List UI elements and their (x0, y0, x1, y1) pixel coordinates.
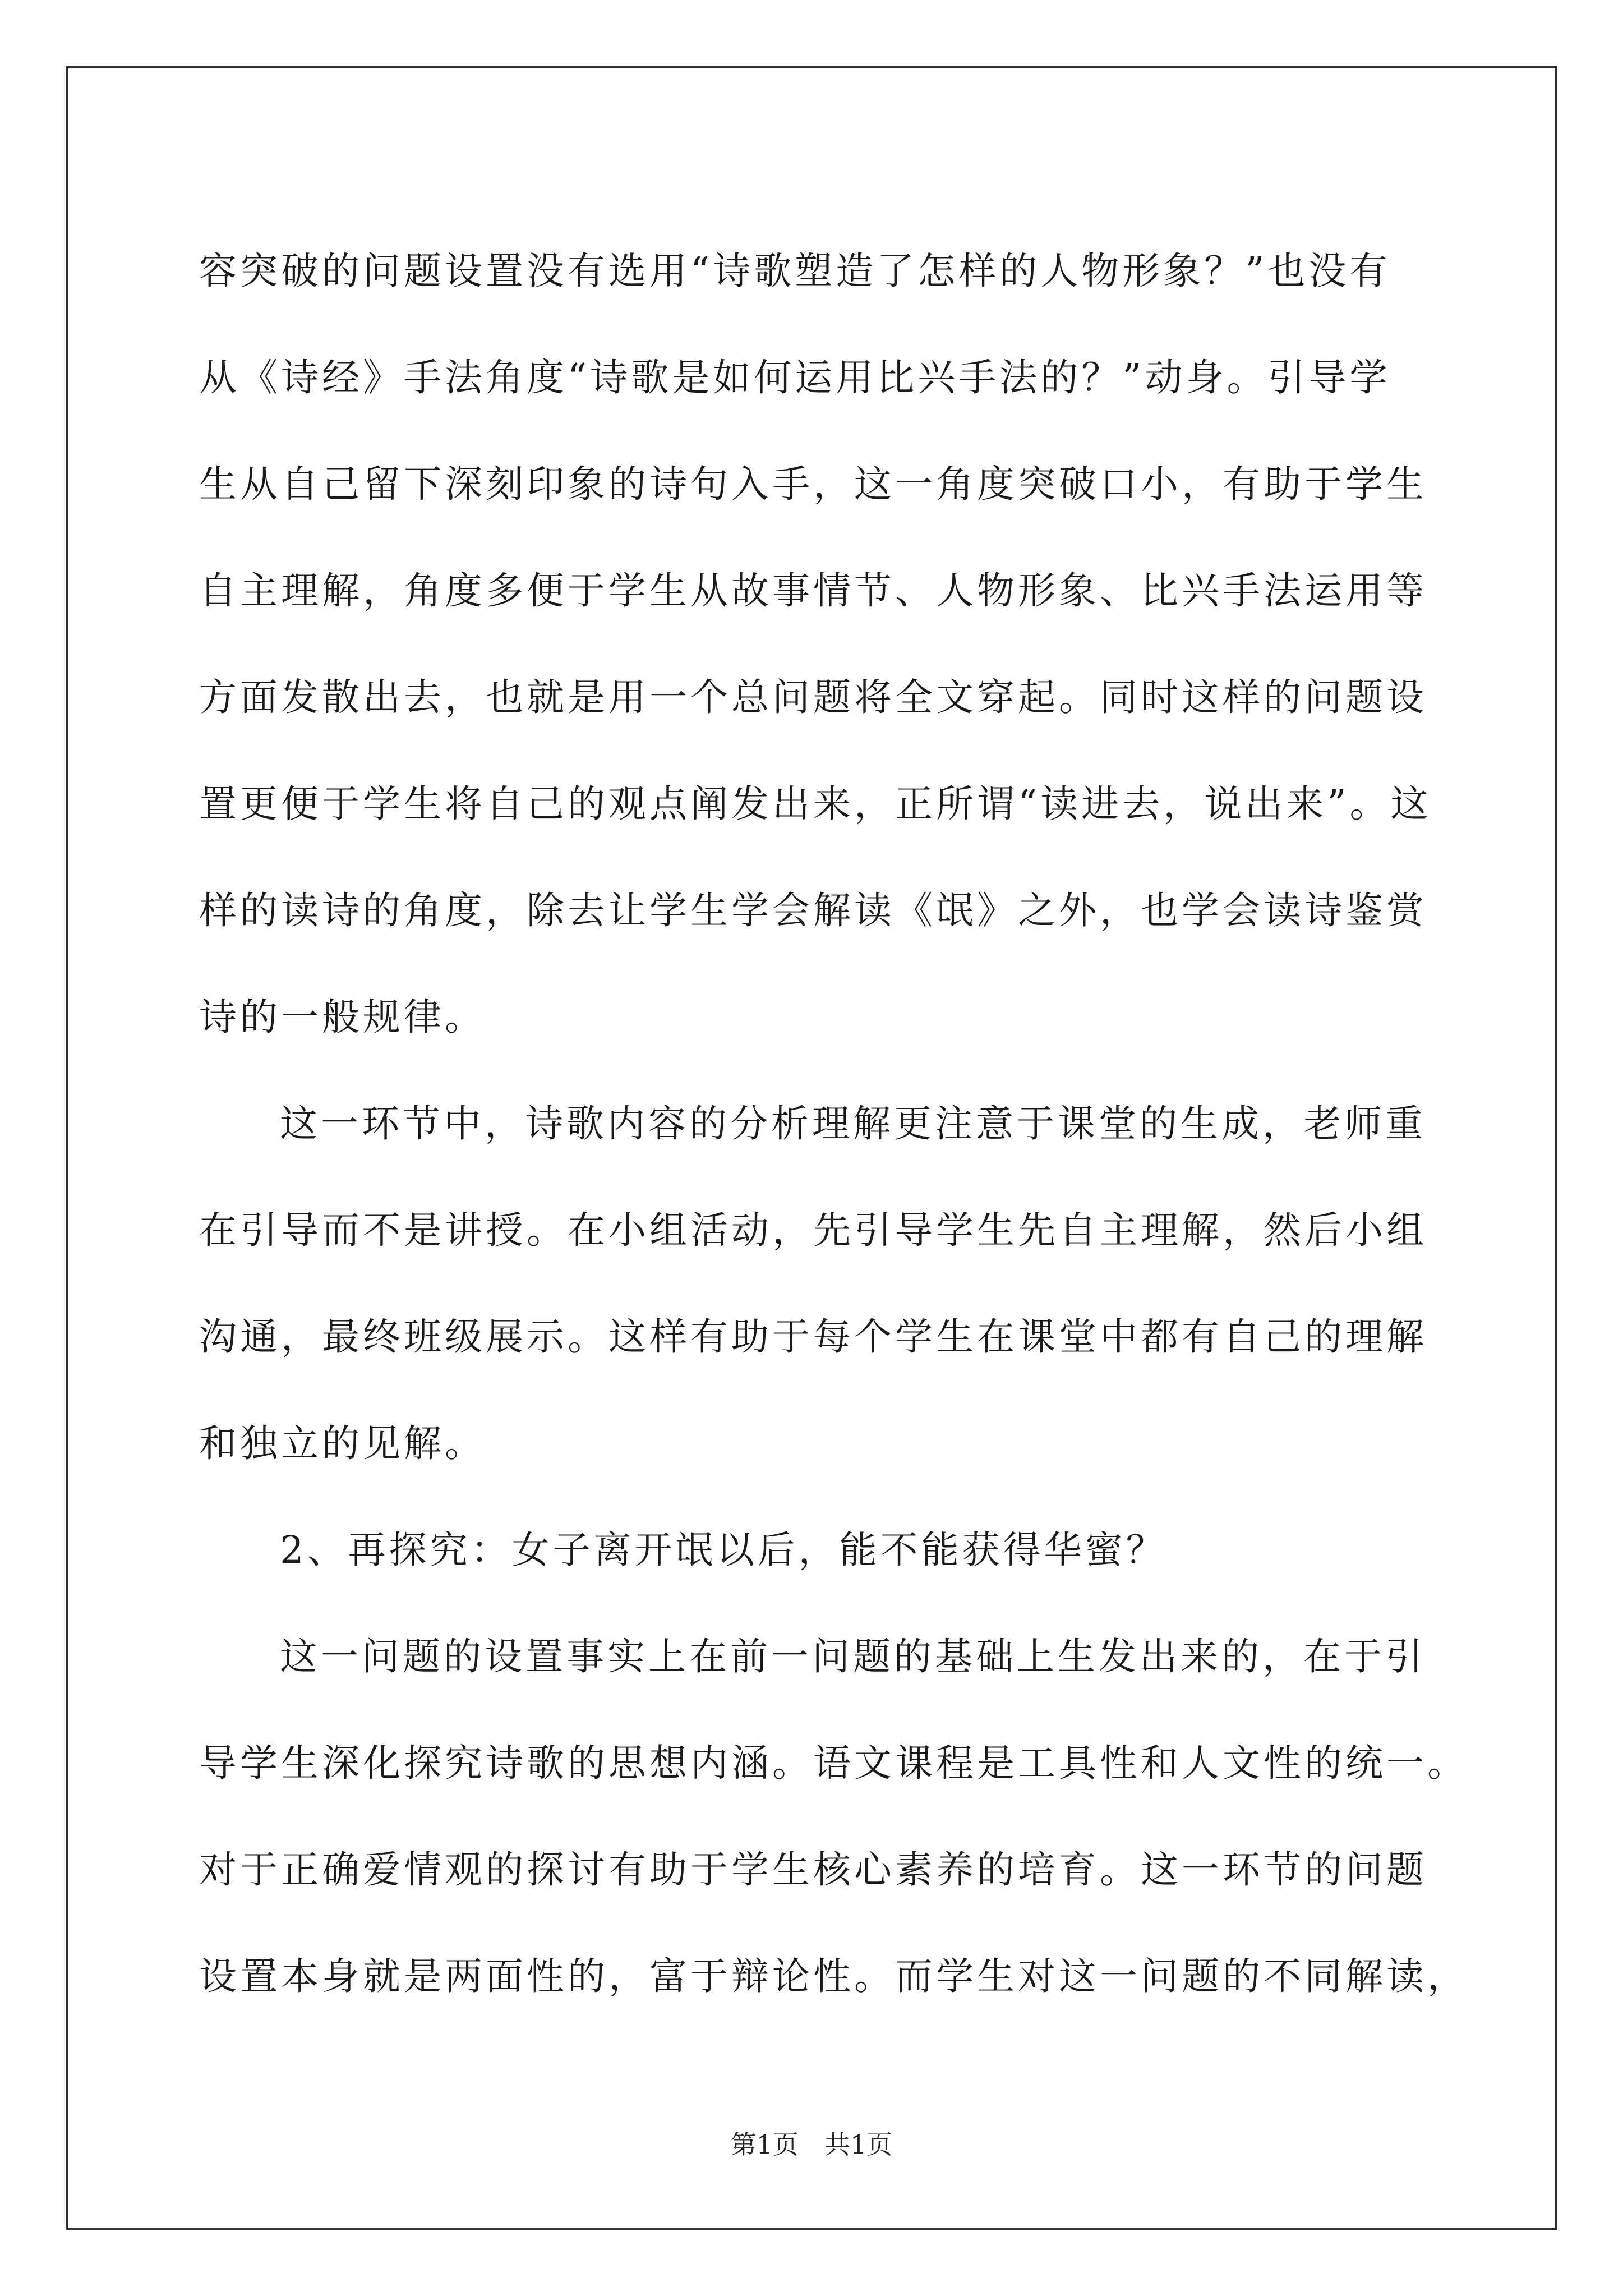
text-line: 生从自己留下深刻印象的诗句入手，这一角度突破口小，有助于学生 (199, 462, 1427, 506)
text-line: 2、再探究：女子离开氓以后，能不能获得华蜜？ (280, 1528, 1167, 1572)
text-line: 对于正确爱情观的探讨有助于学生核心素养的培育。这一环节的问题 (199, 1848, 1427, 1892)
page-number: 第1页 共1页 (730, 2129, 893, 2160)
text-line: 自主理解，角度多便于学生从故事情节、人物形象、比兴手法运用等 (199, 569, 1427, 613)
text-line: 置更便于学生将自己的观点阐发出来，正所谓“读进去，说出来”。这 (199, 782, 1432, 826)
text-line: 设置本身就是两面性的，富于辩论性。而学生对这一问题的不同解读， (199, 1954, 1468, 1998)
text-line: 方面发散出去，也就是用一个总问题将全文穿起。同时这样的问题设 (199, 675, 1427, 719)
text-line: 在引导而不是讲授。在小组活动，先引导学生先自主理解，然后小组 (199, 1208, 1427, 1252)
text-line: 这一环节中，诗歌内容的分析理解更注意于课堂的生成，老师重 (280, 1102, 1426, 1145)
text-line: 样的读诗的角度，除去让学生学会解读《氓》之外，也学会读诗鉴赏 (199, 889, 1427, 932)
text-line: 这一问题的设置事实上在前一问题的基础上生发出来的，在于引 (280, 1635, 1426, 1678)
document-body (199, 218, 1468, 2030)
text-line: 沟通，最终班级展示。这样有助于每个学生在课堂中都有自己的理解 (199, 1315, 1427, 1359)
text-line: 导学生深化探究诗歌的思想内涵。语文课程是工具性和人文性的统一。 (199, 1741, 1468, 1785)
text-line: 从《诗经》手法角度“诗歌是如何运用比兴手法的？”动身。引导学 (199, 356, 1391, 399)
text-line: 诗的一般规律。 (199, 995, 486, 1039)
text-line: 容突破的问题设置没有选用“诗歌塑造了怎样的人物形象？”也没有 (199, 249, 1391, 293)
text-line: 和独立的见解。 (199, 1421, 486, 1465)
